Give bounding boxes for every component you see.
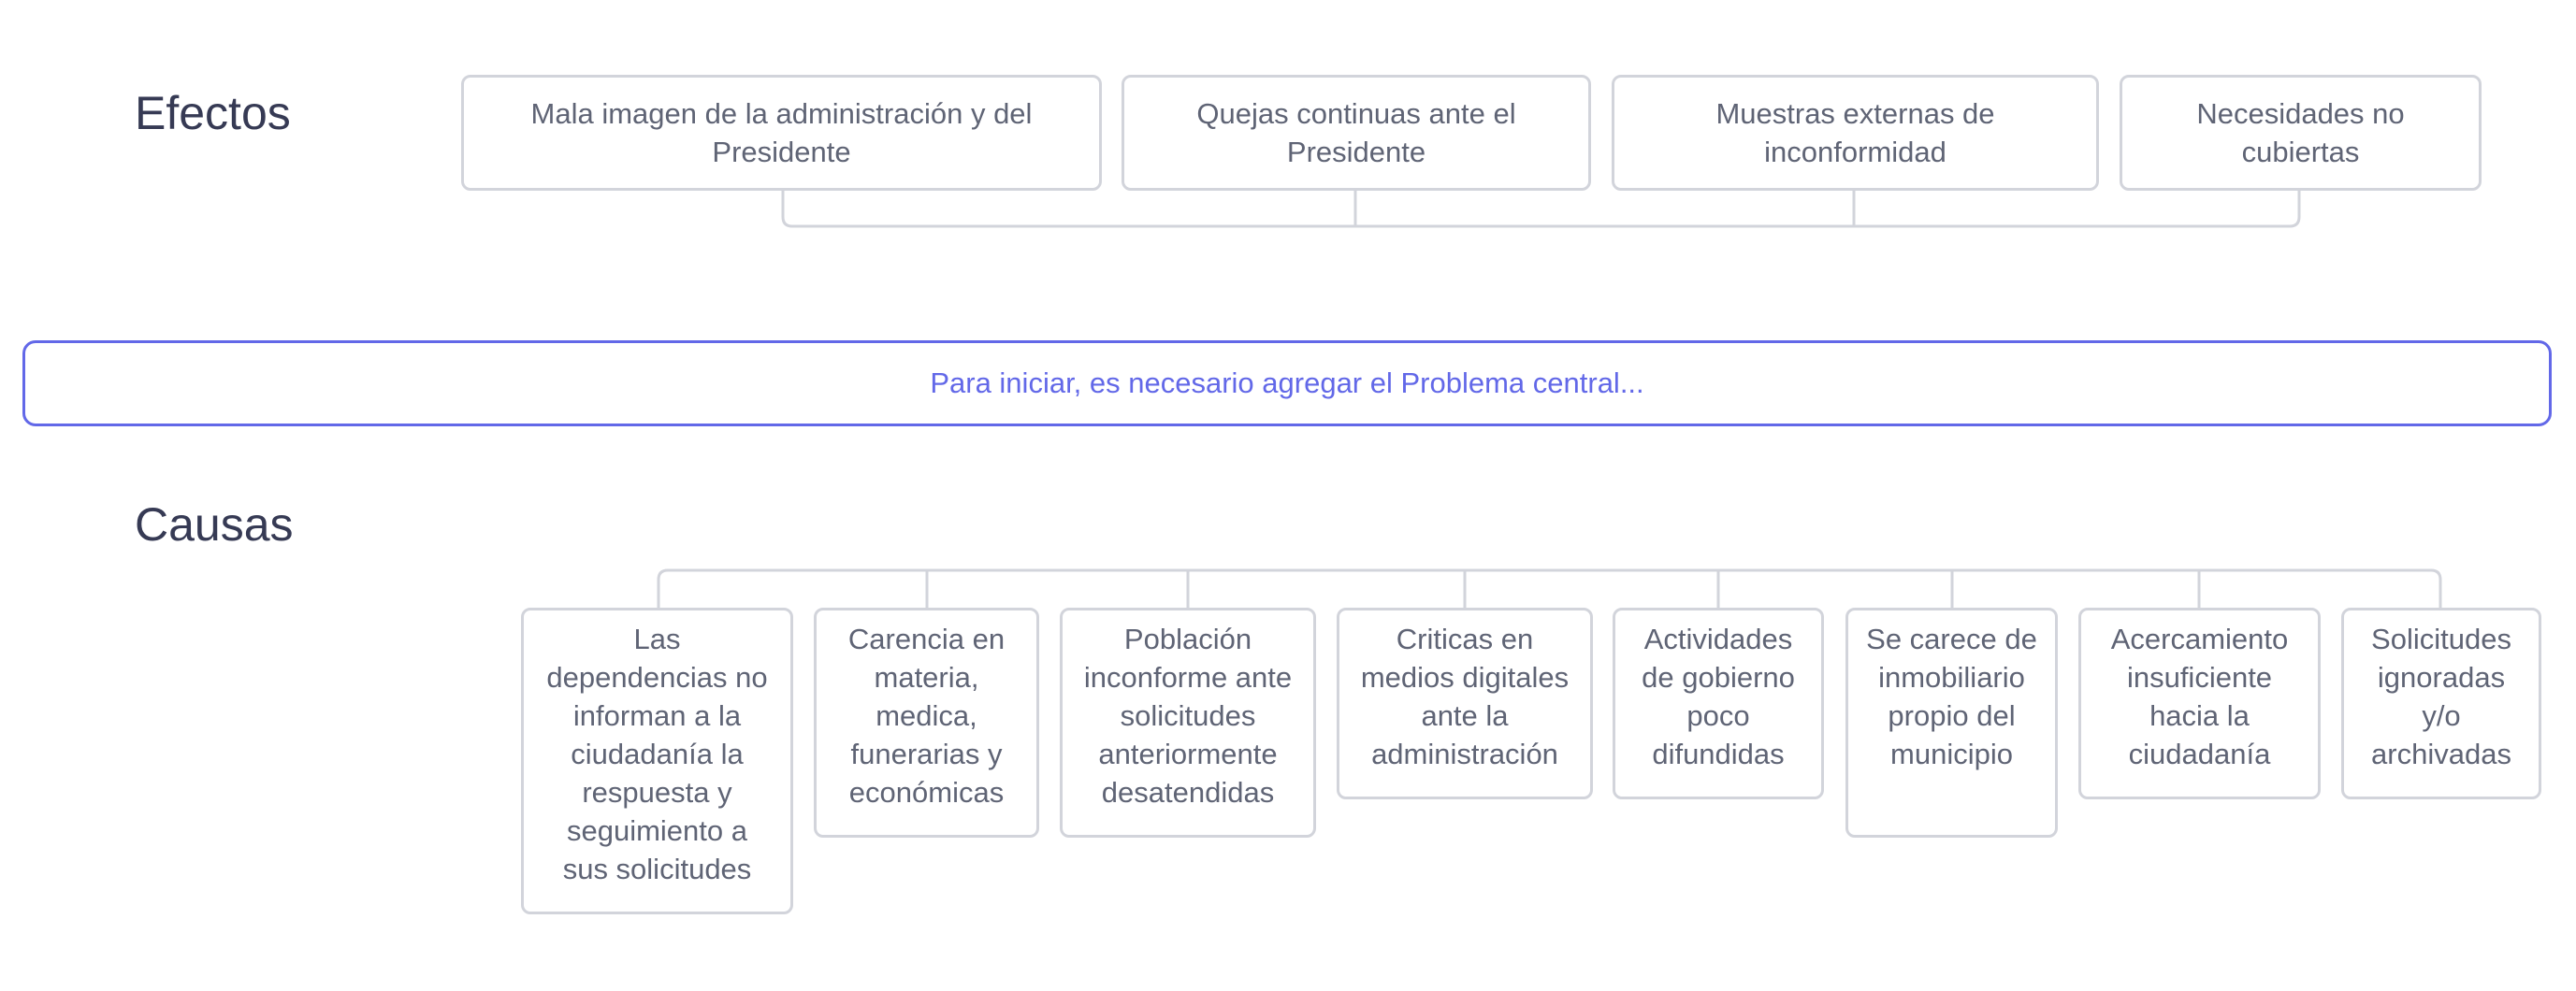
cause-box[interactable] <box>1845 608 2058 838</box>
cause-box[interactable] <box>2341 608 2541 799</box>
cause-box[interactable] <box>814 608 1039 838</box>
effect-box[interactable] <box>1122 75 1591 191</box>
effect-box[interactable] <box>461 75 1102 191</box>
effect-box[interactable] <box>2120 75 2482 191</box>
cause-box[interactable] <box>2078 608 2321 799</box>
central-problem-text: Para iniciar, es necesario agregar el Problema central... <box>930 366 1644 399</box>
effect-label: Mala imagen de la administración y del Presidente <box>530 97 1033 168</box>
causes-heading: Causas <box>135 498 294 551</box>
cause-box[interactable] <box>1613 608 1824 799</box>
effect-box[interactable] <box>1612 75 2099 191</box>
effects-heading: Efectos <box>135 87 291 139</box>
cause-box[interactable] <box>1060 608 1316 838</box>
effect-label: Necesidades no cubiertas <box>2196 97 2405 168</box>
cause-label: Las dependencias no informan a la ciudadanía la respuesta y seguimiento a sus solicitudes <box>546 623 768 885</box>
cause-label: Carencia en materia, medica, funerarias y económicas <box>847 623 1006 809</box>
cause-label: Población inconforme ante solicitudes anteriormente desatendidas <box>1083 623 1293 809</box>
cause-box[interactable] <box>1337 608 1593 799</box>
cause-label: Se carece de inmobiliario propio del municipio <box>1866 623 2037 770</box>
effect-label: Quejas continuas ante el Presidente <box>1196 97 1516 168</box>
cause-label: Solicitudes ignoradas y/o archivadas <box>2371 623 2511 770</box>
cause-label: Criticas en medios digitales ante la administración <box>1360 623 1570 770</box>
cause-box[interactable] <box>521 608 793 914</box>
central-problem-placeholder[interactable] <box>22 340 2552 426</box>
cause-label: Actividades de gobierno poco difundidas <box>1642 623 1795 770</box>
effect-label: Muestras externas de inconformidad <box>1715 97 1995 168</box>
cause-label: Acercamiento insuficiente hacia la ciudadanía <box>2110 623 2289 770</box>
